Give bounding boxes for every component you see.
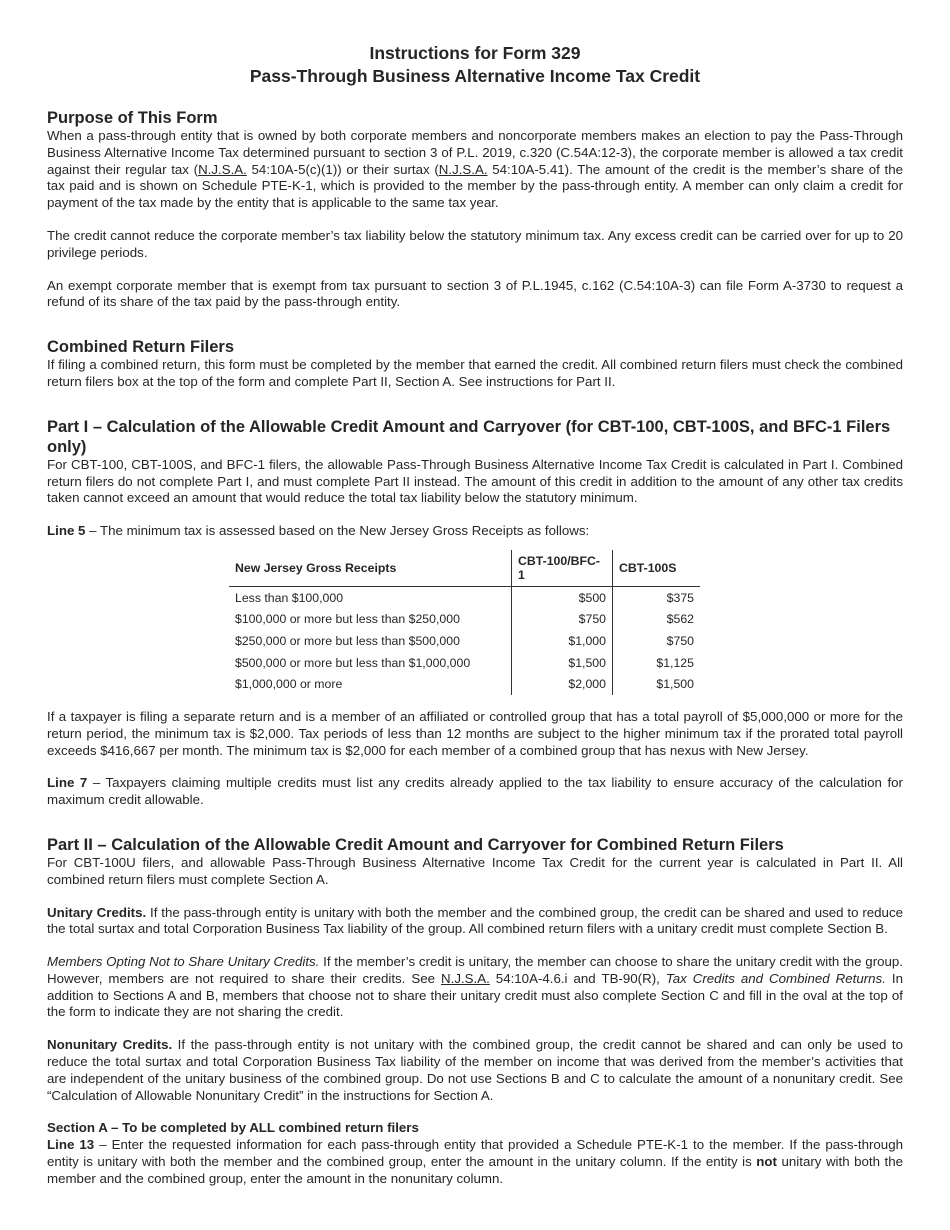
header-cbt100-bfc1: CBT-100/BFC-1 <box>512 550 613 587</box>
purpose-heading: Purpose of This Form <box>47 109 218 127</box>
receipts-cell: $500,000 or more but less than $1,000,000 <box>235 655 471 670</box>
opting-paragraph <box>47 954 903 1021</box>
purpose-paragraph-2: The credit cannot reduce the corporate member’s tax liability below the statutory minimum tax. Any excess credit can be carried over for up to 20 privilege periods. <box>47 227 903 260</box>
cbt100-cell: $1,500 <box>512 652 613 674</box>
table-row <box>229 609 700 631</box>
purpose-paragraph-1 <box>47 128 903 212</box>
unitary-credits-paragraph <box>47 905 903 939</box>
cbt100s-cell: $1,500 <box>656 677 694 692</box>
part1-heading: Part I – Calculation of the Allowable Credit Amount and Carryover (for CBT-100, CBT-100S, and BFC-1 Filers only) <box>47 417 891 456</box>
njsa-ref-1: N.J.S.A. <box>198 161 247 177</box>
table-header-row <box>229 550 700 587</box>
section-combined-return-filers <box>47 337 903 391</box>
cbt100-cell: $500 <box>512 586 613 608</box>
purpose-p1-c: 54:10A-5.41). The amount of the credit is the member’s share of the tax paid and is shown on Schedule PTE-K-1, which is provided to the member by the pass-through entity. A member can only claim a credit for payment of the tax made by the entity that is applicable to the same tax year. <box>47 161 904 211</box>
line-7-text: – Taxpayers claiming multiple credits must list any credits already applied to the tax liability to ensure accuracy of the calculation for maximum credit allowable. <box>47 775 903 808</box>
line-13-text-b: unitary with both the member and the combined group, enter the amount in the nonunitary column. <box>47 1154 903 1186</box>
cbt100-cell: $2,000 <box>512 673 613 695</box>
line-13-not: not <box>756 1154 777 1170</box>
nonunitary-credits-text: If the pass-through entity is not unitary with the combined group, the credit cannot be shared and can only be used to reduce the total surtax and total Corporation Business Tax liability of the member on income that was derived from the member’s activities that are independent of the unitary business of the combined group. Do not use Sections B and C to calculate the amount of a nonunitary credit. See “Calculation of Allowable Nonunitary Credit” in the instructions for Section A. <box>47 1037 903 1103</box>
section-part-2 <box>47 835 903 1188</box>
publication-title: Tax Credits and Combined Returns. <box>665 970 886 986</box>
title-line-1: Instructions for Form 329 <box>369 43 581 63</box>
line-13-paragraph <box>47 1137 903 1187</box>
njsa-ref-3: N.J.S.A. <box>441 970 490 986</box>
cbt100s-cell: $750 <box>666 633 694 648</box>
line-7-label: Line 7 <box>47 775 88 791</box>
nonunitary-credits-label: Nonunitary Credits. <box>47 1037 173 1053</box>
part1-paragraph-2: If a taxpayer is filing a separate return and is a member of an affiliated or controlled group that has a total payroll of $5,000,000 or more for the return period, the minimum tax is $2,000. Tax periods of less than 12 months are subject to the higher minimum tax if the prorated total payroll exceeds $416,667 per month. The minimum tax is $2,000 for each member of a combined group that has nexus with New Jersey. <box>47 708 903 758</box>
header-cbt100s: CBT-100S <box>613 550 701 587</box>
cbt100s-cell: $562 <box>666 612 694 627</box>
line-7-paragraph <box>47 775 903 809</box>
line-5-text: – The minimum tax is assessed based on the New Jersey Gross Receipts as follows: <box>85 523 590 539</box>
nonunitary-credits-paragraph <box>47 1037 903 1104</box>
line-5-paragraph <box>47 523 903 540</box>
unitary-credits-text: If the pass-through entity is unitary with both the member and the combined group, the credit can be shared and used to reduce the total surtax and total Corporation Business Tax liability of the group. All combined return filers with a unitary credit must complete Section B. <box>47 904 903 937</box>
table-row <box>229 652 700 674</box>
njsa-ref-2: N.J.S.A. <box>438 161 488 177</box>
receipts-cell: $100,000 or more but less than $250,000 <box>235 612 460 627</box>
purpose-paragraph-3: An exempt corporate member that is exempt from tax pursuant to section 3 of P.L.1945, c.162 (C.54:10A-3) can file Form A-3730 to request a refund of its share of the tax paid by the pass-through entity. <box>47 277 903 310</box>
section-a-heading: Section A – To be completed by ALL combined return filers <box>47 1120 419 1136</box>
table-row <box>229 630 700 652</box>
combined-heading: Combined Return Filers <box>47 338 235 357</box>
opting-label: Members Opting Not to Share Unitary Credits. <box>47 954 320 970</box>
purpose-p1-b: 54:10A-5(c)(1)) or their surtax ( <box>246 161 439 177</box>
table-row <box>229 673 700 695</box>
line-5-label: Line 5 <box>47 523 86 539</box>
opting-text-a: If the member’s credit is unitary, the member can choose to share the unitary credit with the group. However, members are not required to share their credits. See <box>47 954 904 986</box>
title-line-2: Pass-Through Business Alternative Income Tax Credit <box>249 66 701 86</box>
opting-text-b: 54:10A-4.6.i and TB-90(R), <box>489 970 666 986</box>
cbt100s-cell: $375 <box>666 590 694 605</box>
cbt100s-cell: $1,125 <box>656 655 694 670</box>
part2-heading: Part II – Calculation of the Allowable Credit Amount and Carryover for Combined Return Filers <box>47 835 784 854</box>
document-title <box>47 42 903 88</box>
table-row <box>229 586 700 608</box>
purpose-p1-a: When a pass-through entity that is owned by both corporate members and noncorporate members makes an election to pay the Pass-Through Business Alternative Income Tax determined pursuant to section 3 of P.L. 2019, c.320 (C.54A:12-3), the corporate member is allowed a tax credit against their regular tax ( <box>47 128 903 177</box>
line-13-text-a: – Enter the requested information for each pass-through entity that provided a Schedule PTE-K-1 to the member. If the pass-through entity is unitary with both the member and the combined group, enter the amount in the unitary column. If the entity is <box>47 1137 903 1170</box>
header-gross-receipts: New Jersey Gross Receipts <box>229 550 512 587</box>
unitary-credits-label: Unitary Credits. <box>47 904 147 920</box>
line-13-label: Line 13 <box>47 1137 95 1153</box>
opting-text-c: In addition to Sections A and B, members that choose not to share their unitary credit must also complete Section C and fill in the oval at the top of the form to indicate they are not sharing the credit. <box>47 970 903 1020</box>
section-purpose <box>47 108 903 311</box>
receipts-cell: Less than $100,000 <box>235 590 344 605</box>
section-part-1 <box>47 417 903 809</box>
receipts-cell: $250,000 or more but less than $500,000 <box>235 633 460 648</box>
part1-paragraph-1: For CBT-100, CBT-100S, and BFC-1 filers, the allowable Pass-Through Business Alternative Income Tax Credit is calculated in Part I. Combined return filers do not complete Part I, and must complete Part II instead. The amount of this credit in addition to the amount of any other tax credits taken cannot exceed an amount that would reduce the total tax liability below the statutory minimum. <box>47 456 903 506</box>
part2-paragraph-1: For CBT-100U filers, and allowable Pass-Through Business Alternative Income Tax Credit for the current year is calculated in Part II. All combined return filers must complete Section A. <box>47 854 903 887</box>
cbt100-cell: $1,000 <box>512 630 613 652</box>
cbt100-cell: $750 <box>512 609 613 631</box>
minimum-tax-table <box>229 550 700 695</box>
combined-paragraph-1: If filing a combined return, this form must be completed by the member that earned the credit. All combined return filers must check the combined return filers box at the top of the form and complete Part II, Section A. See instructions for Part II. <box>47 357 903 389</box>
receipts-cell: $1,000,000 or more <box>235 677 343 692</box>
